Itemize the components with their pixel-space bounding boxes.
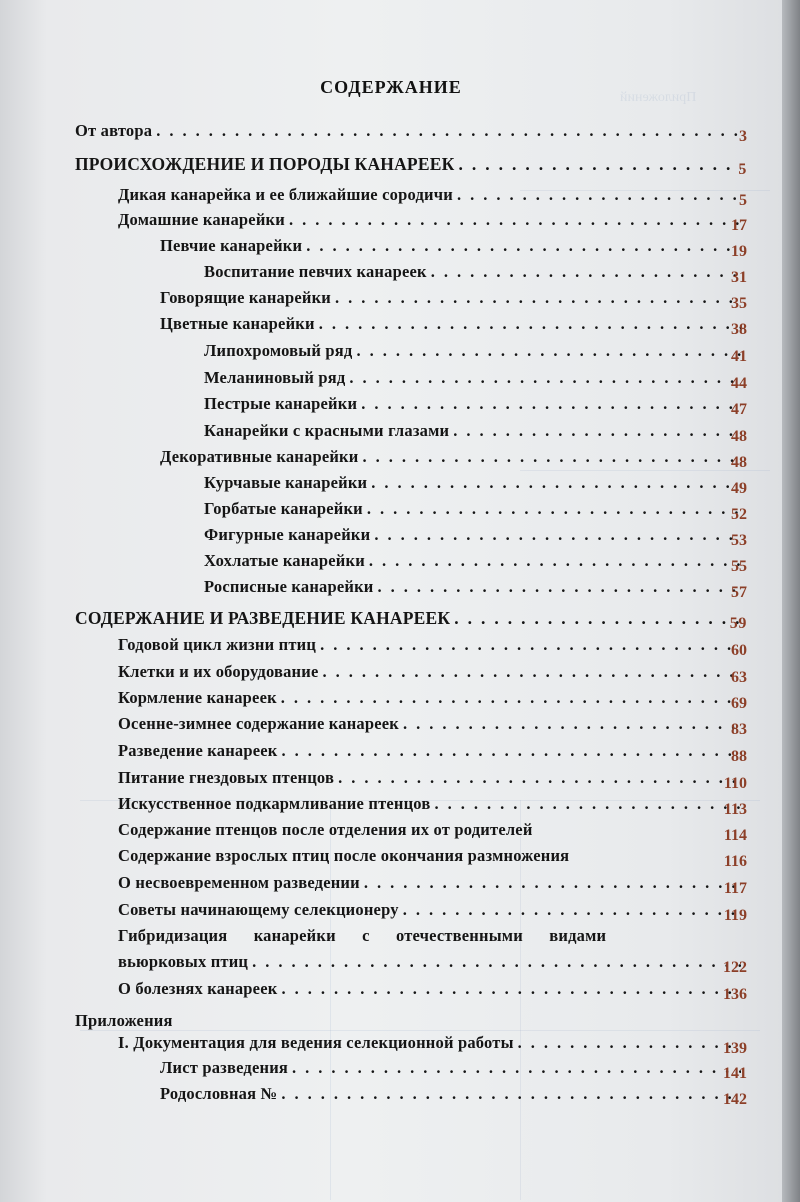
toc-entry (118, 979, 747, 1003)
toc-entry (160, 447, 747, 471)
toc-entry-title: Говорящие канарейки (160, 288, 332, 307)
toc-entry-title: Хохлатые канарейки (204, 551, 365, 570)
toc-entry (160, 288, 747, 312)
toc-entry-title: Фигурные канарейки (204, 525, 371, 544)
dot-leader (434, 794, 741, 814)
toc-page-number: 59 (729, 615, 747, 632)
dot-leader (369, 551, 741, 571)
toc-page-number: 38 (731, 321, 747, 338)
toc-entry-title: Разведение канареек (118, 741, 278, 760)
toc-entry (204, 551, 747, 575)
toc-entry (118, 900, 747, 924)
toc-entry (118, 794, 747, 818)
toc-entry (204, 525, 747, 549)
toc-entry-title: Кормление канареек (118, 688, 277, 707)
toc-entry-title: Липохромовый ряд (204, 341, 353, 360)
toc-entry-title: ПРОИСХОЖДЕНИЕ И ПОРОДЫ КАНАРЕЕК (75, 154, 455, 174)
toc-entry-title: Клетки и их оборудование (118, 662, 319, 681)
toc-entry-title: Пестрые канарейки (204, 394, 358, 413)
toc-entry-title: Декоративные канарейки (160, 447, 359, 466)
dot-leader (156, 121, 741, 141)
toc-page-number: 47 (731, 401, 747, 418)
toc-entry (118, 185, 747, 209)
toc-entry (204, 394, 747, 418)
toc-entry-title: Содержание взрослых птиц после окончания размножения (118, 846, 570, 865)
toc-page-number: 117 (723, 880, 747, 897)
toc-entry (118, 926, 702, 946)
toc-entry-title: Домашние канарейки (118, 210, 285, 229)
toc-entry (118, 635, 747, 659)
toc-page-number: 119 (723, 907, 747, 924)
dot-leader (458, 154, 741, 174)
toc-entry-title: Питание гнездовых птенцов (118, 768, 335, 787)
dot-leader (338, 768, 741, 788)
toc-entry (75, 154, 747, 178)
toc-entry-title: Меланиновый ряд (204, 368, 346, 387)
toc-page-number: 88 (731, 748, 747, 765)
toc-entry (160, 1058, 747, 1082)
toc-entry-title: Советы начинающему селекционеру (118, 900, 399, 919)
dot-leader (364, 873, 741, 893)
dot-leader (367, 499, 741, 519)
toc-page-number: 5 (738, 161, 747, 178)
toc-entry (160, 1084, 747, 1108)
toc-page-number: 49 (731, 480, 747, 497)
toc-entry (118, 768, 747, 792)
toc-page-number: 53 (731, 532, 747, 549)
toc-entry-title: Осенне-зимнее содержание канареек (118, 714, 399, 733)
toc-title: СОДЕРЖАНИЕ (320, 77, 462, 97)
toc-page-number: 57 (731, 584, 747, 601)
toc-entry-title: Воспитание певчих канареек (204, 262, 427, 281)
dot-leader (292, 1058, 741, 1078)
toc-page-number: 17 (731, 217, 747, 234)
toc-entry (204, 473, 747, 497)
toc-entry (118, 688, 747, 712)
toc-entry-title: Содержание птенцов после отделения их от родителей (118, 820, 533, 839)
dot-leader (454, 608, 741, 628)
toc-entry (118, 952, 747, 976)
toc-entry-title: Курчавые канарейки (204, 473, 368, 492)
toc-entry (118, 873, 747, 897)
toc-entry-title: Певчие канарейки (160, 236, 303, 255)
toc-entry (118, 741, 747, 765)
toc-entry-title: I. Документация для ведения селекционной работы (118, 1033, 514, 1052)
toc-page-number: 60 (731, 642, 747, 659)
toc-entry-title: Канарейки с красными глазами (204, 421, 450, 440)
toc-entry-title: О болезнях канареек (118, 979, 278, 998)
dot-leader (453, 421, 741, 441)
toc-page-number: 114 (723, 827, 747, 844)
page-edge (782, 0, 800, 1202)
toc-page-number: 142 (723, 1091, 747, 1108)
dot-leader (378, 577, 741, 597)
toc-entry (204, 421, 747, 445)
toc-entry-title: вьюрковых птиц (118, 952, 249, 971)
dot-leader (319, 314, 741, 334)
toc-entry (204, 262, 747, 286)
toc-entry (118, 1033, 747, 1057)
toc-entry (204, 341, 747, 365)
toc-page-number: 41 (731, 348, 747, 365)
toc-page-number: 63 (731, 669, 747, 686)
dot-leader (457, 185, 741, 205)
toc-entry (204, 577, 747, 601)
toc-page-number: 141 (723, 1065, 747, 1082)
toc-entry (204, 499, 747, 523)
toc-page-number: 83 (731, 721, 747, 738)
toc-entry (160, 314, 747, 338)
toc-page-number: 48 (731, 428, 747, 445)
dot-leader (362, 447, 741, 467)
toc-page-number: 19 (731, 243, 747, 260)
dot-leader (356, 341, 741, 361)
toc-entry-title: Цветные канарейки (160, 314, 315, 333)
dot-leader (281, 979, 741, 999)
dot-leader (282, 741, 741, 761)
dot-leader (361, 394, 741, 414)
dot-leader (403, 900, 741, 920)
toc-entry-title: Искусственное подкармливание птенцов (118, 794, 431, 813)
toc-entry (118, 210, 747, 234)
toc-entry-title: О несвоевременном разведении (118, 873, 360, 892)
dot-leader (281, 688, 741, 708)
toc-entry (118, 714, 747, 738)
dot-leader (289, 210, 741, 230)
toc-page-number: 113 (723, 801, 747, 818)
toc-section-heading: Приложения (75, 1011, 173, 1030)
toc-entry (160, 236, 747, 260)
bleed-through: Приложений (620, 90, 697, 105)
toc-entry-title: От автора (75, 121, 153, 140)
toc-entry (75, 1011, 747, 1031)
toc-page-number: 5 (739, 192, 747, 209)
toc-page-number: 116 (723, 853, 747, 870)
dot-leader (374, 525, 741, 545)
dot-leader (306, 236, 741, 256)
toc-entry-title: СОДЕРЖАНИЕ И РАЗВЕДЕНИЕ КАНАРЕЕК (75, 608, 451, 628)
toc-entry-title: Дикая канарейка и ее ближайшие сородичи (118, 185, 453, 204)
toc-entry-title: Гибридизация канарейки с отечественными видами (118, 926, 607, 945)
dot-leader (403, 714, 741, 734)
toc-page-number: 52 (731, 506, 747, 523)
toc-entry (118, 846, 747, 870)
dot-leader (320, 635, 741, 655)
toc-entry (118, 820, 747, 844)
toc-entry-title: Горбатые канарейки (204, 499, 363, 518)
toc-page-number: 122 (723, 959, 747, 976)
toc-entry-title: Росписные канарейки (204, 577, 374, 596)
toc-page-number: 31 (731, 269, 747, 286)
toc-entry (204, 368, 747, 392)
toc-entry (75, 121, 747, 145)
toc-entry-title: Лист разведения (160, 1058, 289, 1077)
dot-leader (252, 952, 741, 972)
dot-leader (371, 473, 741, 493)
toc-page-number: 110 (723, 775, 747, 792)
toc-entry (118, 662, 747, 686)
toc-entry (75, 608, 747, 632)
dot-leader (431, 262, 741, 282)
toc-page-number: 48 (731, 454, 747, 471)
toc-page-number: 136 (723, 986, 747, 1003)
toc-page-number: 55 (731, 558, 747, 575)
toc-page-number: 69 (731, 695, 747, 712)
toc-page-number: 139 (723, 1040, 747, 1057)
dot-leader (323, 662, 742, 682)
toc-entry-title: Годовой цикл жизни птиц (118, 635, 317, 654)
dot-leader (335, 288, 741, 308)
toc-page-number: 44 (731, 375, 747, 392)
toc-entry-title: Родословная № (160, 1084, 278, 1103)
dot-leader (281, 1084, 741, 1104)
dot-leader (518, 1033, 741, 1053)
toc-page-number: 35 (731, 295, 747, 312)
dot-leader (349, 368, 741, 388)
toc-page-number: 3 (739, 128, 747, 145)
